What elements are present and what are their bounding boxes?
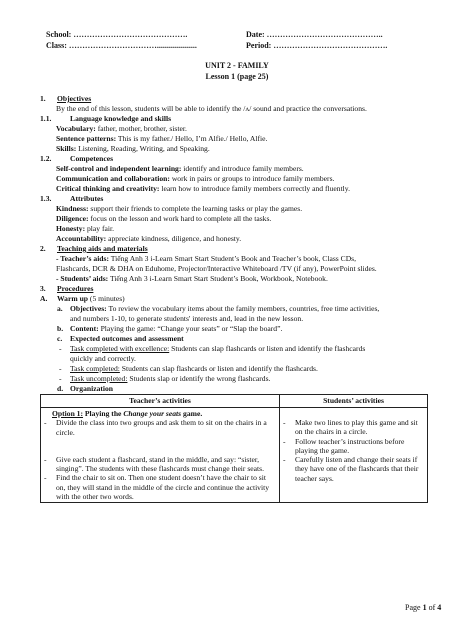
list-item: - Carefully listen and change their seats if they have one of the flashcards that their teacher says. xyxy=(283,455,419,483)
warmup-heading: Warm up xyxy=(57,294,89,303)
student-aids-label: - Students’ aids: xyxy=(56,274,109,283)
organization-table xyxy=(40,394,428,503)
period-dots: ……………………………………. xyxy=(273,41,388,50)
content-label: Content: xyxy=(70,324,99,333)
accountability-text: appreciate kindness, diligence, and honesty. xyxy=(106,234,242,243)
list-item: - Divide the class into two groups and ask them to sit on the chairs in a circle. xyxy=(44,418,267,437)
outcome-completed-line xyxy=(70,364,318,373)
outcome-excellence-text: Students can slap flashcards or listen and identify the flashcards xyxy=(169,344,366,353)
date-label: Date: xyxy=(246,30,265,39)
teacher-step-3: Find the chair to sit on. Then one student doesn’t have the chair to sit on, they will stand in the middle of the circle and continue the activity with the other two words. xyxy=(56,473,269,502)
outcome-completed-text: Students can slap flashcards or listen and identify the flashcards. xyxy=(119,364,318,373)
option-1-text-b: game. xyxy=(181,409,203,418)
sentence-patterns-line xyxy=(56,134,267,143)
class-line xyxy=(46,41,197,50)
sentence-patterns-text: This is my father./ Hello, I’m Alfie./ Hello, Alfie. xyxy=(116,134,268,143)
diligence-text: focus on the lesson and work hard to complete all the tasks. xyxy=(88,214,272,223)
student-aids-line xyxy=(56,274,328,283)
students-activities-cell xyxy=(280,408,428,503)
vocabulary-label: Vocabulary: xyxy=(56,124,96,133)
kindness-line xyxy=(56,204,302,213)
class-dots: …………………………….................... xyxy=(68,41,197,50)
self-control-label: Self-control and independent learning: xyxy=(56,164,182,173)
communication-label: Communication and collaboration: xyxy=(56,174,170,183)
warmup-line xyxy=(57,294,125,303)
organization-heading: Organization xyxy=(70,384,114,393)
option-1-label: Option 1: xyxy=(52,409,84,418)
option-1-line xyxy=(44,409,276,418)
expected-heading: Expected outcomes and assessment xyxy=(70,334,184,343)
warmup-objectives-line xyxy=(70,304,379,313)
kindness-text: support their friends to complete the learning tasks or play the games. xyxy=(88,204,303,213)
outcome-uncompleted-line xyxy=(70,374,270,383)
outcome-excellence-label: Task completed with excellence: xyxy=(70,344,170,353)
dash: - xyxy=(59,364,62,373)
outcome-uncompleted-label: Task uncompleted: xyxy=(70,374,128,383)
accountability-label: Accountability: xyxy=(56,234,107,243)
of-word: of xyxy=(426,603,438,612)
accountability-line xyxy=(56,234,241,243)
outcome-excellence-continued: quickly and correctly. xyxy=(70,354,136,363)
list-item: - Make two lines to play this game and sit on the chairs in a circle. xyxy=(283,418,418,437)
skills-text: Listening, Reading, Writing, and Speaking. xyxy=(76,144,210,153)
objectives-letter: a. xyxy=(57,304,63,313)
list-item: - Find the chair to sit on. Then one student doesn’t have the chair to sit on, they will stand in the middle of the circle and continue the activity with the other two words. xyxy=(44,473,269,502)
section-1-3-heading: Attributes xyxy=(70,194,104,203)
vocabulary-line xyxy=(56,124,187,133)
section-1-2-heading: Competences xyxy=(70,154,114,163)
diligence-line xyxy=(56,214,271,223)
option-1-game-name: Change your seats xyxy=(123,409,182,418)
warmup-objectives-text: To review the vocabulary items about the family members, countries, free time activities, xyxy=(106,304,380,313)
table-row xyxy=(41,408,428,503)
teacher-aids-line xyxy=(56,254,356,263)
self-control-line xyxy=(56,164,304,173)
skills-line xyxy=(56,144,210,153)
vocabulary-text: father, mother, brother, sister. xyxy=(95,124,187,133)
honesty-line xyxy=(56,224,114,233)
total-pages: 4 xyxy=(437,603,442,612)
section-1-3-number: 1.3. xyxy=(40,194,52,203)
content-line xyxy=(70,324,282,333)
section-3-number: 3. xyxy=(40,284,46,293)
section-3-heading: Procedures xyxy=(57,284,94,293)
warmup-time: (5 minutes) xyxy=(88,294,125,303)
student-step-1: Make two lines to play this game and sit on the chairs in a circle. xyxy=(295,418,418,437)
list-item: - Follow teacher’s instructions before playing the game. xyxy=(283,436,405,455)
communication-text: work in pairs or groups to introduce family members. xyxy=(169,174,335,183)
critical-thinking-label: Critical thinking and creativity: xyxy=(56,184,160,193)
class-label: Class: xyxy=(46,41,67,50)
diligence-label: Diligence: xyxy=(56,214,89,223)
student-step-3: Carefully listen and change their seats if they have one of the flashcards that their teacher says. xyxy=(295,455,419,483)
expected-letter: c. xyxy=(57,334,63,343)
critical-thinking-text: learn how to introduce family members correctly and fluently. xyxy=(159,184,350,193)
skills-label: Skills: xyxy=(56,144,77,153)
school-dots: ……………………………………. xyxy=(73,30,188,39)
lesson-subtitle: Lesson 1 (page 25) xyxy=(205,72,269,81)
period-label: Period: xyxy=(246,41,272,50)
sentence-patterns-label: Sentence patterns: xyxy=(56,134,117,143)
outcome-excellence-line xyxy=(70,344,365,353)
teacher-activities-cell xyxy=(41,408,280,503)
page-number xyxy=(405,603,441,612)
content-text: Playing the game: “Change your seats” or “Slap the board”. xyxy=(98,324,283,333)
objectives-intro: By the end of this lesson, students will be able to identify the /ʌ/ sound and practice the conversations. xyxy=(56,104,367,113)
table-header-row xyxy=(41,395,428,408)
warmup-objectives-continued: and numbers 1-10, to generate students' interests and, lead in the new lesson. xyxy=(70,314,304,323)
page-word: Page xyxy=(405,603,423,612)
students-activities-header: Students’ activities xyxy=(280,395,428,408)
honesty-text: play fair. xyxy=(85,224,114,233)
current-page: 1 xyxy=(422,603,427,612)
critical-thinking-line xyxy=(56,184,350,193)
school-label: School: xyxy=(46,30,72,39)
section-1-number: 1. xyxy=(40,94,46,103)
section-1-heading: Objectives xyxy=(57,94,92,103)
period-line xyxy=(246,41,387,50)
section-2-heading: Teaching aids and materials xyxy=(57,244,148,253)
honesty-label: Honesty: xyxy=(56,224,86,233)
option-1-text-a: Playing the xyxy=(83,409,124,418)
outcome-uncompleted-text: Students slap or identify the wrong flashcards. xyxy=(127,374,271,383)
list-item: - Give each student a flashcard, stand in the middle, and say: “sister, singing”. The students with these flashcards must change their seats. xyxy=(44,454,265,474)
school-line xyxy=(46,30,187,39)
self-control-text: identify and introduce family members. xyxy=(181,164,304,173)
communication-line xyxy=(56,174,334,183)
kindness-label: Kindness: xyxy=(56,204,89,213)
warmup-letter: A. xyxy=(40,294,48,303)
date-line xyxy=(246,30,383,39)
dash: - xyxy=(59,374,62,383)
teacher-step-1: Divide the class into two groups and ask them to sit on the chairs in a circle. xyxy=(56,418,267,437)
date-dots: …………………………………….. xyxy=(266,30,383,39)
student-step-2: Follow teacher’s instructions before playing the game. xyxy=(295,436,405,455)
teacher-aids-continued: Flashcards, DCR & DHA on Eduhome, Projector/Interactive Whiteboard /TV (if any), PowerPoint slides. xyxy=(56,264,377,273)
student-aids-text: Tiếng Anh 3 i-Learn Smart Start Student’s Book, Workbook, Notebook. xyxy=(108,274,328,283)
section-1-1-heading: Language knowledge and skills xyxy=(70,114,172,123)
section-1-2-number: 1.2. xyxy=(40,154,52,163)
content-letter: b. xyxy=(57,324,64,333)
section-2-number: 2. xyxy=(40,244,46,253)
warmup-objectives-label: Objectives: xyxy=(70,304,107,313)
section-1-1-number: 1.1. xyxy=(40,114,52,123)
teacher-aids-label: - Teacher’s aids: xyxy=(56,254,110,263)
teacher-activities-header: Teacher’s activities xyxy=(41,395,280,408)
unit-title: UNIT 2 - FAMILY xyxy=(205,61,269,70)
organization-letter: d. xyxy=(57,384,64,393)
teacher-aids-text: Tiếng Anh 3 i-Learn Smart Start Student’s Book and Teacher’s book, Class CDs, xyxy=(109,254,357,263)
teacher-step-2: Give each student a flashcard, stand in the middle, and say: “sister, singing”. The students with these flashcards must change their seats. xyxy=(56,454,265,474)
outcome-completed-label: Task completed: xyxy=(70,364,120,373)
dash: - xyxy=(59,344,62,353)
